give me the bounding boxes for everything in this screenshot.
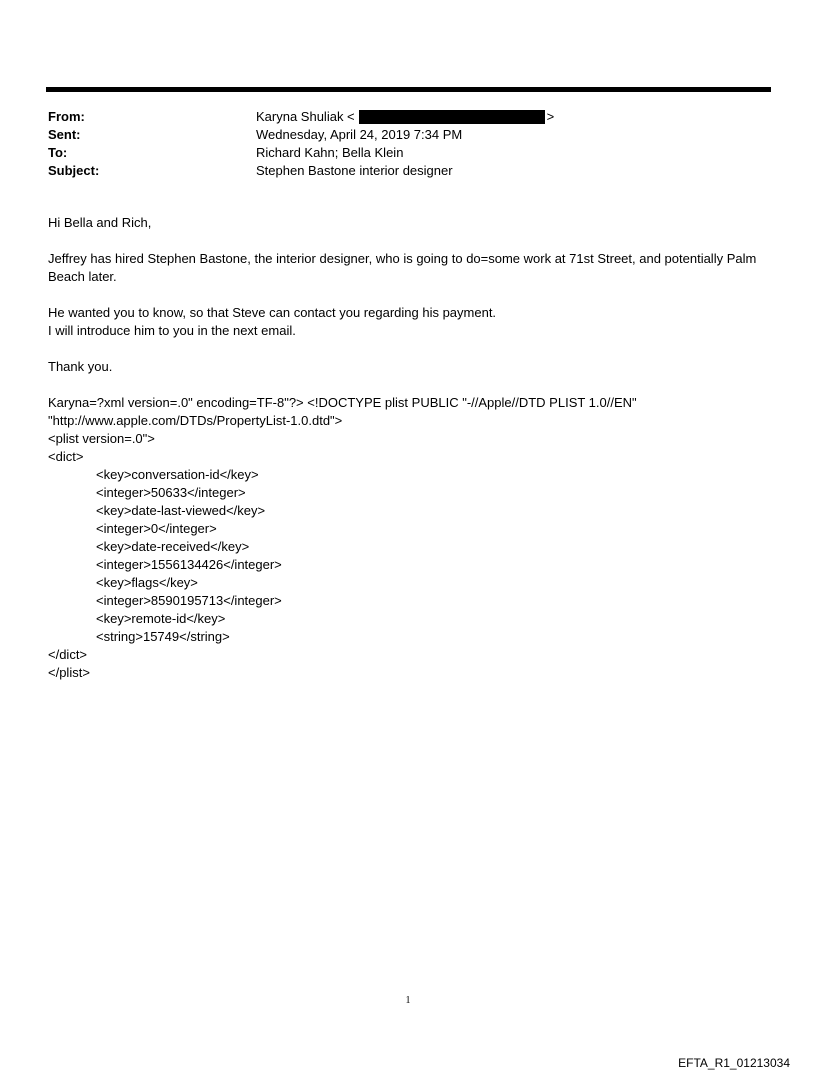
greeting: Hi Bella and Rich,: [48, 215, 152, 230]
from-value: [256, 108, 554, 126]
plist-line: </dict>: [48, 647, 88, 662]
plist-line: "http://www.apple.com/DTDs/PropertyList-1.0.dtd">: [48, 413, 343, 428]
header-divider: [46, 87, 771, 92]
document-id: EFTA_R1_01213034: [678, 1056, 790, 1070]
subject-label: Subject:: [48, 163, 100, 178]
body-line: He wanted you to know, so that Steve can contact you regarding his payment.: [48, 305, 497, 320]
plist-line: <dict>: [48, 449, 84, 464]
plist-entry: <integer>8590195713</integer>: [96, 593, 282, 608]
sent-label: Sent:: [48, 127, 81, 142]
body-paragraph-2: [48, 304, 778, 340]
from-row: [48, 108, 768, 126]
plist-entry: <key>date-received</key>: [96, 539, 250, 554]
email-header: [48, 108, 768, 180]
sent-row: [48, 126, 768, 144]
sender-name: Karyna Shuliak <: [256, 109, 355, 124]
plist-entry: <key>remote-id</key>: [96, 611, 226, 626]
to-value: Richard Kahn; Bella Klein: [256, 145, 404, 160]
plist-entry: <integer>50633</integer>: [96, 485, 246, 500]
plist-entry: <key>date-last-viewed</key>: [96, 503, 266, 518]
to-row: [48, 144, 768, 162]
plist-entry: <key>flags</key>: [96, 575, 198, 590]
plist-line: Karyna=?xml version=.0" encoding=TF-8"?> <!DOCTYPE plist PUBLIC "-//Apple//DTD PLIST 1.0//EN": [48, 395, 637, 410]
plist-block: [48, 394, 778, 682]
body-line: I will introduce him to you in the next email.: [48, 323, 296, 338]
sender-email-close: >: [546, 109, 555, 124]
page-number: 1: [405, 995, 411, 1006]
subject-value: Stephen Bastone interior designer: [256, 163, 453, 178]
plist-entry: <integer>0</integer>: [96, 521, 217, 536]
plist-entry: <integer>1556134426</integer>: [96, 557, 282, 572]
to-label: To:: [48, 145, 68, 160]
plist-entry: <key>conversation-id</key>: [96, 467, 259, 482]
email-body: [48, 214, 778, 682]
from-label: From:: [48, 109, 85, 124]
plist-entry: <string>15749</string>: [96, 629, 230, 644]
sent-value: Wednesday, April 24, 2019 7:34 PM: [256, 127, 463, 142]
sign-off: Thank you.: [48, 359, 113, 374]
redaction-box: [359, 110, 545, 124]
plist-line: </plist>: [48, 665, 90, 680]
subject-row: [48, 162, 768, 180]
body-paragraph-1: Jeffrey has hired Stephen Bastone, the interior designer, who is going to do=some work at 71st Street, and potentially Palm Beach later.: [48, 251, 757, 284]
plist-line: <plist version=.0">: [48, 431, 155, 446]
